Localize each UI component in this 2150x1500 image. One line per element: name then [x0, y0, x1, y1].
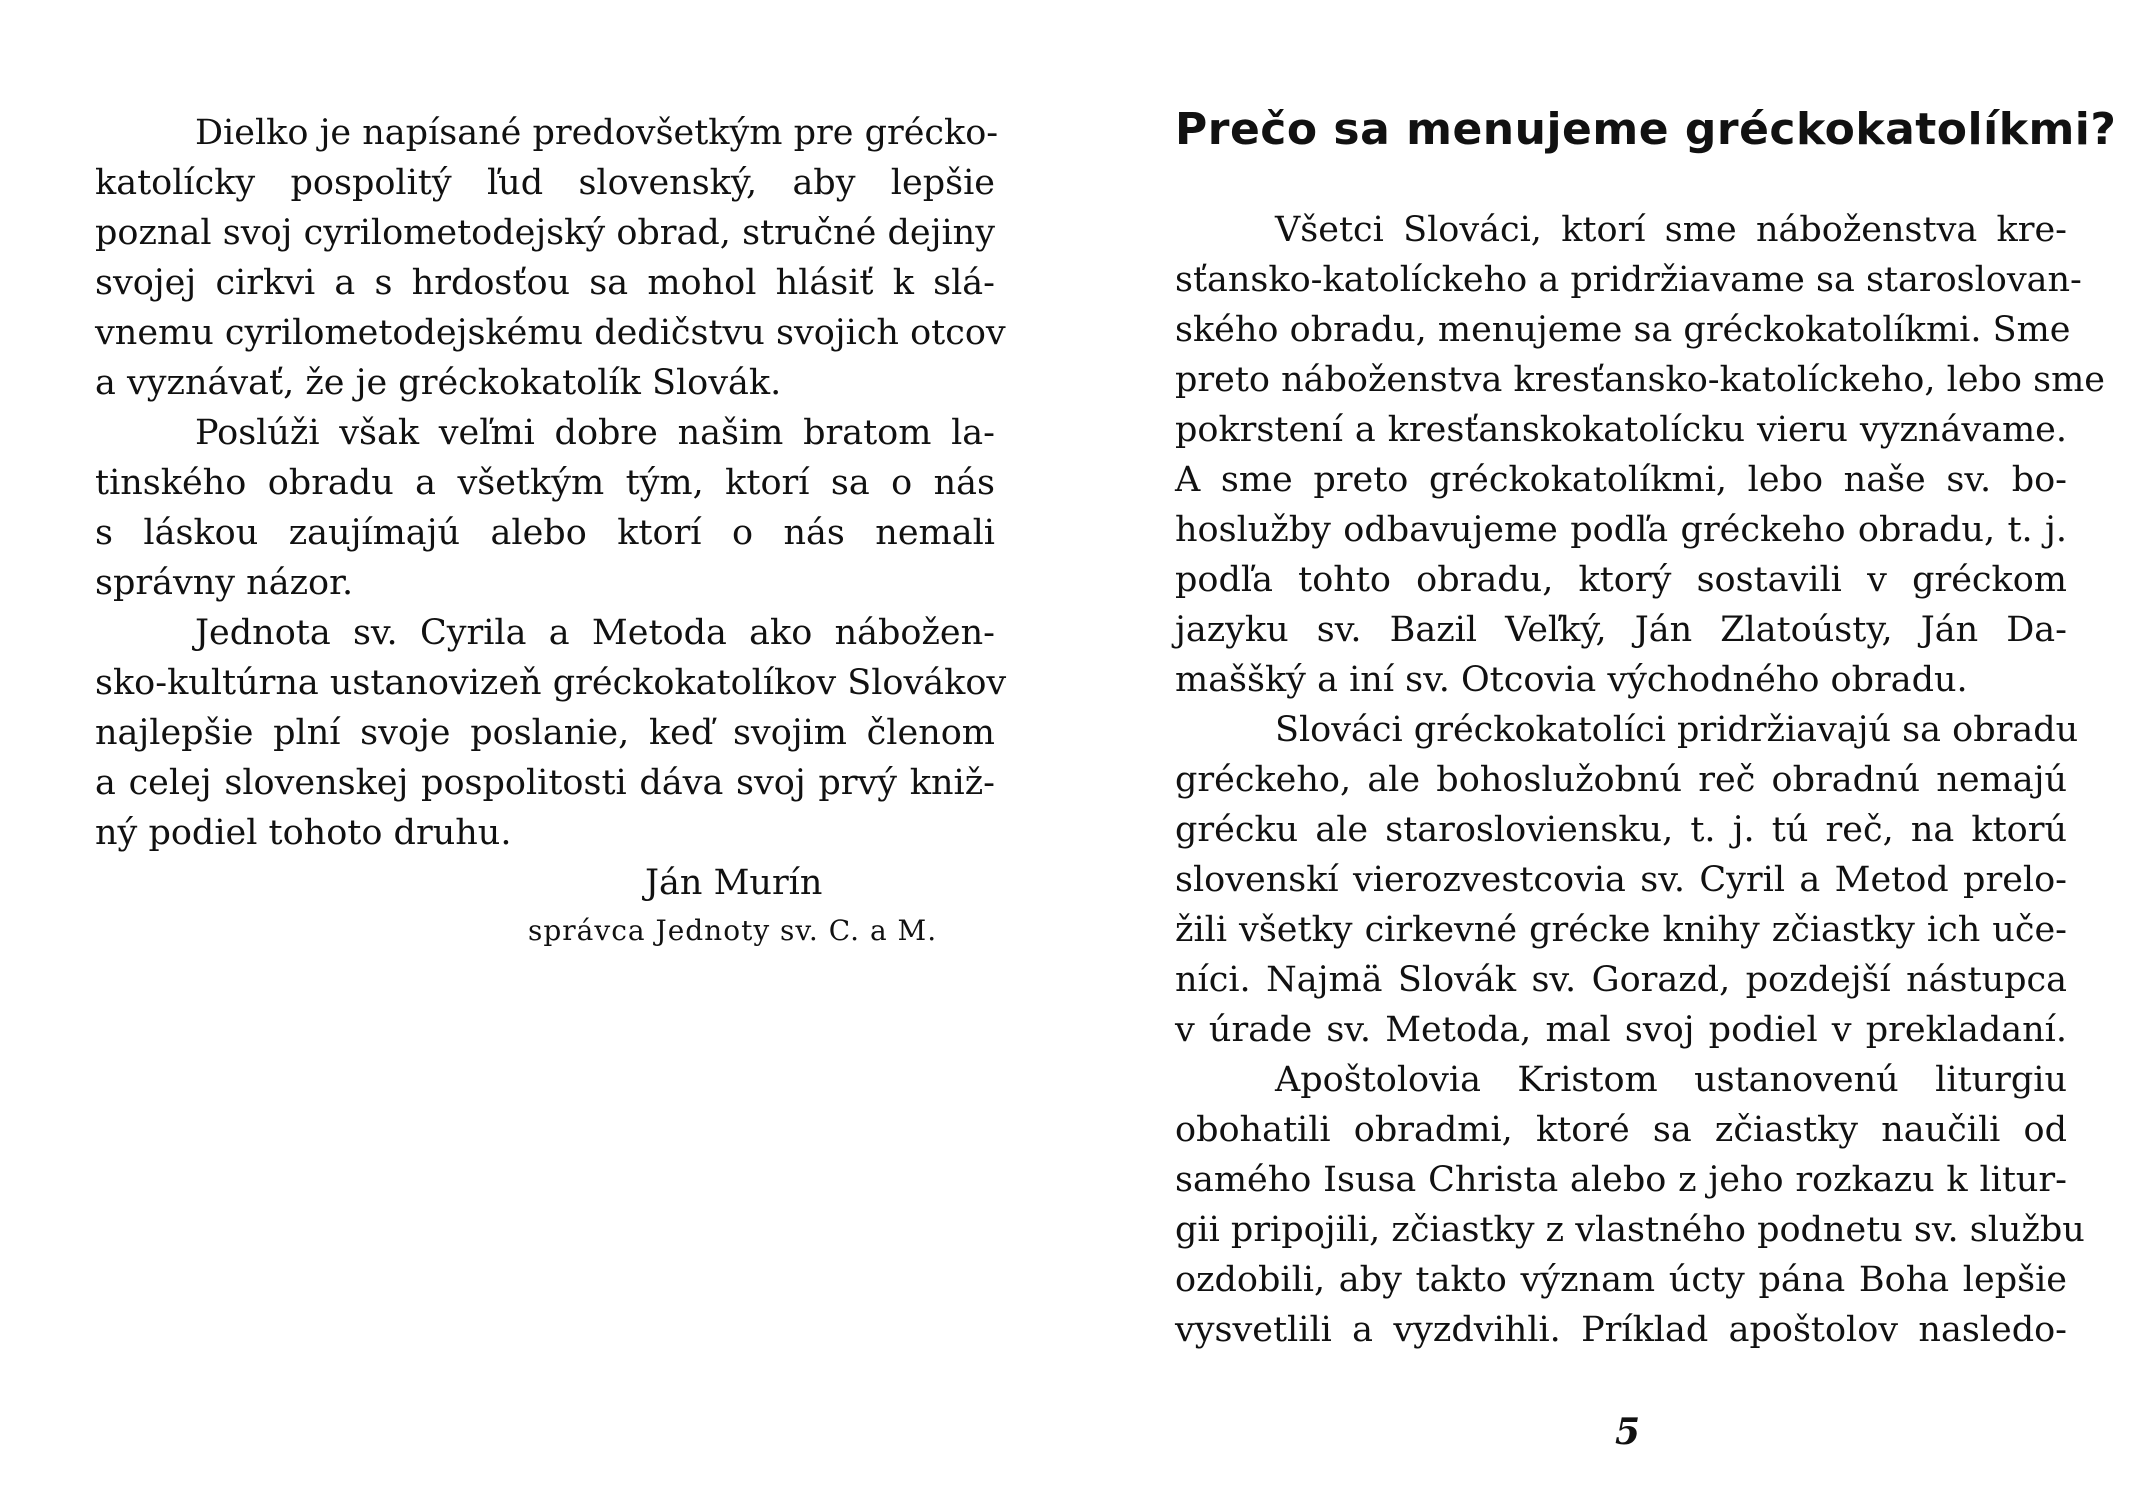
text-line: a celej slovenskej pospolitosti dáva svoj prvý kniž-	[95, 763, 995, 803]
signature-name: Ján Murín	[645, 863, 823, 903]
text-line: katolícky pospolitý ľud slovenský, aby lepšie	[95, 163, 995, 203]
text-line: gréckeho, ale bohoslužobnú reč obradnú nemajú	[1175, 760, 2067, 800]
text-line: pokrstení a kresťanskokatolícku vieru vyznávame.	[1175, 410, 2067, 450]
page-number: 5	[1615, 1411, 1641, 1453]
text-line: ského obradu, menujeme sa gréckokatolíkmi. Sme	[1175, 310, 2071, 350]
text-line: obohatili obradmi, ktoré sa zčiastky naučili od	[1175, 1110, 2067, 1150]
text-line: vnemu cyrilometodejskému dedičstvu svojich otcov	[95, 313, 1006, 353]
text-line: ozdobili, aby takto význam úcty pána Boha lepšie	[1175, 1260, 2067, 1300]
text-line: v úrade sv. Metoda, mal svoj podiel v prekladaní.	[1175, 1010, 2067, 1050]
signature-role: správca Jednoty sv. C. a M.	[528, 914, 938, 947]
text-line: s láskou zaujímajú alebo ktorí o nás nemali	[95, 513, 995, 553]
text-line: ný podiel tohoto druhu.	[95, 813, 512, 853]
text-line: Slováci gréckokatolíci pridržiavajú sa obradu	[1275, 710, 2079, 750]
text-line: A sme preto gréckokatolíkmi, lebo naše sv. bo-	[1175, 460, 2067, 500]
text-line: Poslúži však veľmi dobre našim bratom la-	[195, 413, 995, 453]
text-line: správny názor.	[95, 563, 354, 603]
text-line: slovenskí vierozvestcovia sv. Cyril a Metod prelo-	[1175, 860, 2067, 900]
text-line: maššký a iní sv. Otcovia východného obradu.	[1175, 660, 1968, 700]
text-line: Jednota sv. Cyrila a Metoda ako nábožen-	[195, 613, 995, 653]
text-line: poznal svoj cyrilometodejský obrad, stručné dejiny	[95, 213, 995, 253]
text-line: najlepšie plní svoje poslanie, keď svojim členom	[95, 713, 995, 753]
text-line: Všetci Slováci, ktorí sme náboženstva kre-	[1275, 210, 2067, 250]
text-line: podľa tohto obradu, ktorý sostavili v gréckom	[1175, 560, 2067, 600]
text-line: preto náboženstva kresťansko-katolíckeho, lebo sme	[1175, 360, 2105, 400]
text-line: Apoštolovia Kristom ustanovenú liturgiu	[1275, 1060, 2067, 1100]
text-line: vysvetlili a vyzdvihli. Príklad apoštolov nasledo-	[1175, 1310, 2067, 1350]
text-line: hoslužby odbavujeme podľa gréckeho obradu, t. j.	[1175, 510, 2067, 550]
text-line: Dielko je napísané predovšetkým pre grécko-	[195, 113, 999, 153]
chapter-title: Prečo sa menujeme gréckokatolíkmi?	[1175, 104, 2117, 155]
text-line: a vyznávať, že je gréckokatolík Slovák.	[95, 363, 782, 403]
text-line: gii pripojili, zčiastky z vlastného podnetu sv. službu	[1175, 1210, 2085, 1250]
text-line: žili všetky cirkevné grécke knihy zčiastky ich uče-	[1175, 910, 2067, 950]
text-line: sko-kultúrna ustanovizeň gréckokatolíkov Slovákov	[95, 663, 1007, 703]
text-line: tinského obradu a všetkým tým, ktorí sa o nás	[95, 463, 995, 503]
text-line: jazyku sv. Bazil Veľký, Ján Zlatoústy, Ján Da-	[1175, 610, 2067, 650]
text-line: samého Isusa Christa alebo z jeho rozkazu k litur-	[1175, 1160, 2067, 1200]
text-line: sťansko-katolíckeho a pridržiavame sa staroslovan-	[1175, 260, 2082, 300]
text-line: níci. Najmä Slovák sv. Gorazd, pozdejší nástupca	[1175, 960, 2067, 1000]
right-page	[1075, 0, 2150, 1500]
text-line: svojej cirkvi a s hrdosťou sa mohol hlásiť k slá-	[95, 263, 995, 303]
text-line: grécku ale starosloviensku, t. j. tú reč, na ktorú	[1175, 810, 2067, 850]
